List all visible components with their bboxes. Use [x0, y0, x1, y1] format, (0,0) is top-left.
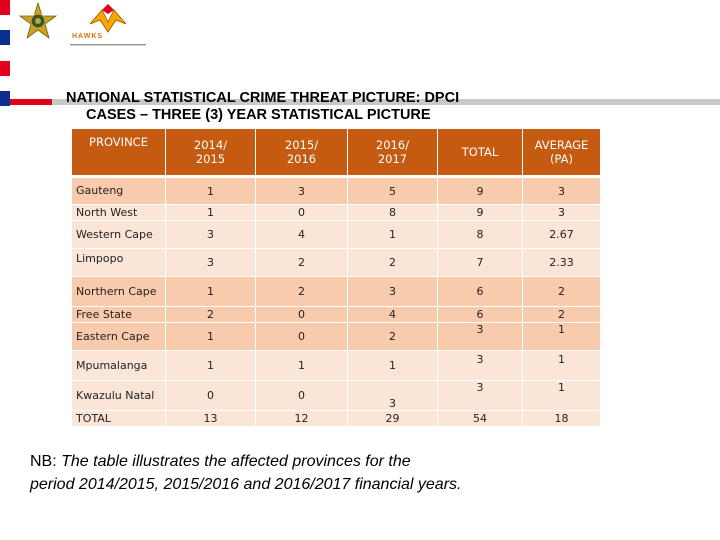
cell-2014-2015: 1: [166, 323, 256, 351]
cell-2016-2017: 2: [348, 323, 438, 351]
cell-average: 2: [523, 307, 601, 323]
cell-total: 9: [438, 205, 523, 221]
cell-average: 2.33: [523, 249, 601, 277]
table-row-total: [72, 411, 601, 427]
footnote-text-line1: The table illustrates the affected provinces for the: [61, 453, 411, 470]
cell-average: 3: [523, 205, 601, 221]
cell-2014-2015: 3: [166, 249, 256, 277]
column-header-average: AVERAGE (PA): [523, 129, 601, 177]
table-row-northern-cape: [72, 277, 601, 307]
cell-2016-2017: 4: [348, 307, 438, 323]
footnote: [30, 450, 630, 496]
cell-2015-2016: 0: [256, 307, 348, 323]
cell-2014-2015: 3: [166, 221, 256, 249]
column-header-province: PROVINCE: [72, 129, 166, 177]
cell-average: 3: [523, 177, 601, 205]
header-red-rule: [10, 99, 52, 105]
column-header-total: TOTAL: [438, 129, 523, 177]
cell-total: 8: [438, 221, 523, 249]
cell-2016-2017: 1: [348, 351, 438, 381]
cell-average: 2.67: [523, 221, 601, 249]
cell-2014-2015: 1: [166, 205, 256, 221]
table-row-north-west: [72, 205, 601, 221]
cell-total: 6: [438, 307, 523, 323]
cell-2015-2016: 0: [256, 381, 348, 411]
cell-2016-2017: 5: [348, 177, 438, 205]
cell-average: 1: [523, 351, 601, 381]
column-header-2016-2017: 2016/ 2017: [348, 129, 438, 177]
saps-star-logo: [18, 2, 58, 42]
column-header-2015-2016: 2015/ 2016: [256, 129, 348, 177]
page-title-line1: NATIONAL STATISTICAL CRIME THREAT PICTURE: DPCI: [66, 90, 460, 106]
footnote-label: NB:: [30, 453, 57, 470]
cell-2016-2017: 8: [348, 205, 438, 221]
cell-total: 54: [438, 411, 523, 427]
cell-province: Limpopo: [72, 249, 166, 277]
cell-2015-2016: 1: [256, 351, 348, 381]
cell-province: Western Cape: [72, 221, 166, 249]
cell-2016-2017: 3: [348, 381, 438, 411]
cell-2015-2016: 0: [256, 205, 348, 221]
cell-total: 3: [438, 351, 523, 381]
cell-2015-2016: 4: [256, 221, 348, 249]
hawks-logo: [68, 2, 148, 52]
table-row-mpumalanga: [72, 351, 601, 381]
page-title: [66, 90, 566, 124]
cell-province: Gauteng: [72, 177, 166, 205]
cell-total: 3: [438, 323, 523, 351]
cell-average: 18: [523, 411, 601, 427]
table-row-western-cape: [72, 221, 601, 249]
cell-province: Kwazulu Natal: [72, 381, 166, 411]
cell-average: 1: [523, 323, 601, 351]
cell-2014-2015: 1: [166, 177, 256, 205]
cell-2016-2017: 29: [348, 411, 438, 427]
table-row-limpopo: [72, 249, 601, 277]
cell-2015-2016: 2: [256, 277, 348, 307]
cell-province: Free State: [72, 307, 166, 323]
cell-2016-2017: 2: [348, 249, 438, 277]
cell-province: North West: [72, 205, 166, 221]
cell-2015-2016: 0: [256, 323, 348, 351]
hawks-logo-text: HAWKS: [72, 33, 104, 40]
cell-total: 9: [438, 177, 523, 205]
cell-average: 2: [523, 277, 601, 307]
cell-province: Eastern Cape: [72, 323, 166, 351]
page-title-line2: CASES – THREE (3) YEAR STATISTICAL PICTURE: [86, 107, 431, 123]
cell-province: Northern Cape: [72, 277, 166, 307]
table-header-row: [72, 129, 601, 177]
column-header-2014-2015: 2014/ 2015: [166, 129, 256, 177]
cell-total: 7: [438, 249, 523, 277]
table-row-eastern-cape: [72, 323, 601, 351]
cell-2015-2016: 3: [256, 177, 348, 205]
table-row-free-state: [72, 307, 601, 323]
cell-total: 6: [438, 277, 523, 307]
cell-province: Mpumalanga: [72, 351, 166, 381]
flag-strip: [0, 0, 10, 106]
footnote-text-line2: period 2014/2015, 2015/2016 and 2016/2017 financial years.: [30, 476, 462, 493]
cell-2015-2016: 2: [256, 249, 348, 277]
cell-2014-2015: 0: [166, 381, 256, 411]
cell-2014-2015: 13: [166, 411, 256, 427]
cell-2014-2015: 1: [166, 351, 256, 381]
table-row-gauteng: [72, 177, 601, 205]
cell-2016-2017: 3: [348, 277, 438, 307]
cell-province: TOTAL: [72, 411, 166, 427]
cell-2016-2017: 1: [348, 221, 438, 249]
cell-total: 3: [438, 381, 523, 411]
cell-2015-2016: 12: [256, 411, 348, 427]
table-row-kwazulu-natal: [72, 381, 601, 411]
province-statistics-table: [71, 128, 601, 427]
cell-2014-2015: 1: [166, 277, 256, 307]
cell-average: 1: [523, 381, 601, 411]
cell-2014-2015: 2: [166, 307, 256, 323]
